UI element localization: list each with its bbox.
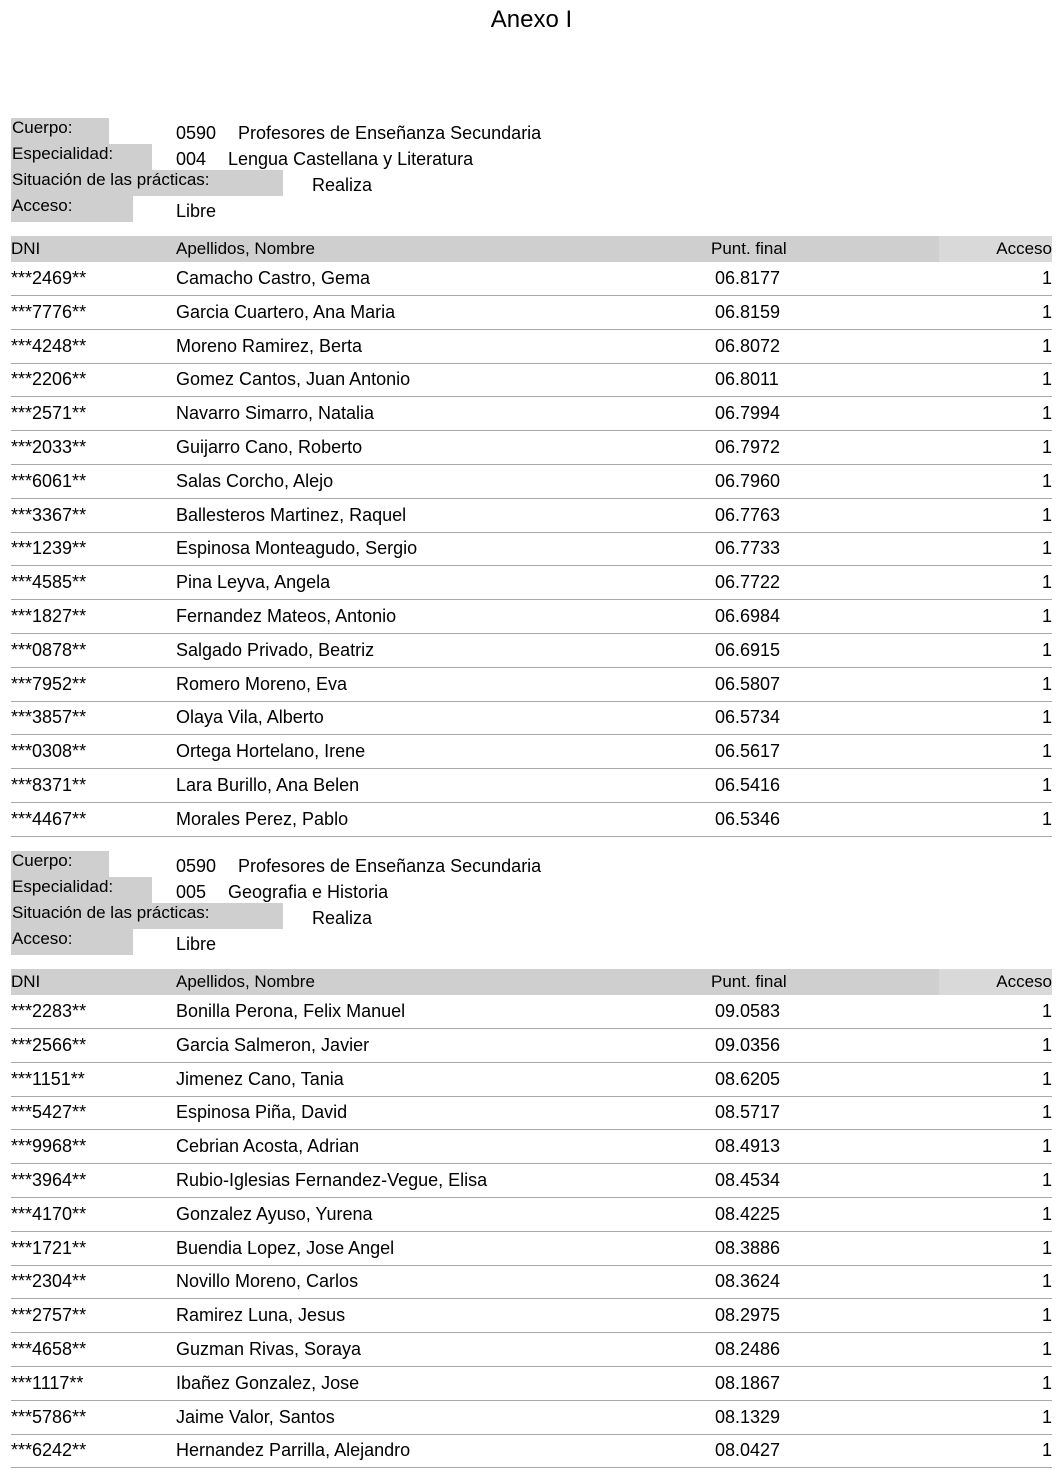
dni-cell: ***4658** bbox=[11, 1339, 87, 1359]
access-cell: 1 bbox=[1041, 1406, 1052, 1427]
cuerpo-row bbox=[0, 851, 1063, 877]
access-cell: 1 bbox=[1041, 1372, 1052, 1393]
score-cell: 06.8177 bbox=[715, 268, 781, 288]
dni-cell: ***4248** bbox=[11, 335, 87, 356]
dni-cell: ***3964** bbox=[11, 1170, 87, 1190]
score-cell: 06.7763 bbox=[715, 504, 781, 525]
access-cell: 1 bbox=[1041, 470, 1052, 491]
name-cell: Buendia Lopez, Jose Angel bbox=[176, 1237, 395, 1258]
dni-cell: ***5427** bbox=[11, 1102, 87, 1123]
access-cell: 1 bbox=[1041, 1305, 1052, 1326]
especialidad-label: Especialidad: bbox=[11, 877, 152, 903]
name-cell: Ortega Hortelano, Irene bbox=[176, 741, 366, 762]
score-cell: 08.3886 bbox=[715, 1237, 781, 1258]
name-cell: Moreno Ramirez, Berta bbox=[176, 335, 363, 356]
name-cell: Rubio-Iglesias Fernandez-Vegue, Elisa bbox=[176, 1170, 488, 1190]
score-cell: 06.7994 bbox=[715, 403, 781, 424]
dni-cell: ***9968** bbox=[11, 1136, 87, 1157]
situacion-row bbox=[0, 170, 1063, 196]
acceso-label: Acceso: bbox=[11, 929, 133, 955]
name-cell: Salgado Privado, Beatriz bbox=[176, 639, 375, 660]
table-row bbox=[11, 465, 1052, 499]
access-cell: 1 bbox=[1041, 673, 1052, 694]
access-cell: 1 bbox=[1041, 1170, 1052, 1190]
score-cell: 08.4913 bbox=[715, 1136, 781, 1157]
dni-cell: ***8371** bbox=[11, 775, 87, 795]
cuerpo-name: Profesores de Enseñanza Secundaria bbox=[238, 123, 542, 143]
score-cell: 08.1329 bbox=[715, 1406, 781, 1427]
table-row bbox=[11, 668, 1052, 702]
table-header bbox=[11, 969, 1052, 995]
table-row bbox=[11, 803, 1052, 837]
name-cell: Espinosa Monteagudo, Sergio bbox=[176, 538, 418, 559]
name-cell: Cebrian Acosta, Adrian bbox=[176, 1136, 360, 1157]
score-cell: 06.5346 bbox=[715, 808, 781, 829]
especialidad-name: Lengua Castellana y Literatura bbox=[228, 149, 474, 169]
access-cell: 1 bbox=[1041, 808, 1052, 829]
access-cell: 1 bbox=[1041, 639, 1052, 660]
access-cell: 1 bbox=[1041, 1203, 1052, 1224]
dni-cell: ***0878** bbox=[11, 639, 87, 660]
table-row bbox=[11, 1265, 1052, 1299]
table-row bbox=[11, 363, 1052, 397]
name-cell: Guzman Rivas, Soraya bbox=[176, 1339, 362, 1359]
dni-cell: ***1721** bbox=[11, 1237, 87, 1258]
table-row bbox=[11, 1164, 1052, 1198]
column-name: Apellidos, Nombre bbox=[176, 972, 315, 991]
situacion-label: Situación de las prácticas: bbox=[11, 170, 283, 196]
score-cell: 06.7733 bbox=[715, 538, 781, 559]
table-row bbox=[11, 1130, 1052, 1164]
score-cell: 06.5416 bbox=[715, 775, 781, 795]
access-cell: 1 bbox=[1041, 335, 1052, 356]
column-access: Acceso bbox=[996, 239, 1052, 258]
cuerpo-row bbox=[0, 118, 1063, 144]
table-row bbox=[11, 1063, 1052, 1097]
table-row bbox=[11, 735, 1052, 769]
score-cell: 06.5734 bbox=[715, 707, 781, 728]
score-cell: 08.3624 bbox=[715, 1271, 781, 1292]
situacion-value: Realiza bbox=[312, 908, 373, 928]
table-row bbox=[11, 1434, 1052, 1468]
name-cell: Gonzalez Ayuso, Yurena bbox=[176, 1203, 373, 1224]
table-row bbox=[11, 701, 1052, 735]
name-cell: Salas Corcho, Alejo bbox=[176, 470, 334, 491]
dni-cell: ***3857** bbox=[11, 707, 87, 728]
dni-cell: ***1117** bbox=[11, 1372, 84, 1393]
cuerpo-label: Cuerpo: bbox=[11, 851, 109, 877]
access-cell: 1 bbox=[1041, 707, 1052, 728]
page-title: Anexo I bbox=[490, 6, 573, 33]
access-cell: 1 bbox=[1041, 268, 1052, 288]
column-access: Acceso bbox=[996, 972, 1052, 991]
dni-cell: ***2566** bbox=[11, 1034, 87, 1055]
score-cell: 09.0356 bbox=[715, 1034, 781, 1055]
name-cell: Guijarro Cano, Roberto bbox=[176, 437, 363, 457]
table-row bbox=[11, 1367, 1052, 1401]
access-cell: 1 bbox=[1041, 606, 1052, 626]
dni-cell: ***4170** bbox=[11, 1203, 87, 1224]
dni-cell: ***4585** bbox=[11, 572, 87, 593]
situacion-label: Situación de las prácticas: bbox=[11, 903, 283, 929]
dni-cell: ***2206** bbox=[11, 369, 87, 390]
table-row bbox=[11, 296, 1052, 330]
table-row bbox=[11, 1096, 1052, 1130]
dni-cell: ***1239** bbox=[11, 538, 87, 559]
cuerpo-code: 0590 bbox=[176, 123, 217, 143]
especialidad-name: Geografia e Historia bbox=[228, 882, 389, 902]
column-score: Punt. final bbox=[711, 972, 787, 991]
name-cell: Olaya Vila, Alberto bbox=[176, 707, 324, 728]
dni-cell: ***2571** bbox=[11, 403, 87, 424]
access-cell: 1 bbox=[1041, 1271, 1052, 1292]
access-cell: 1 bbox=[1041, 504, 1052, 525]
name-cell: Pina Leyva, Angela bbox=[176, 572, 331, 593]
dni-cell: ***1827** bbox=[11, 606, 87, 626]
score-cell: 08.4534 bbox=[715, 1170, 781, 1190]
especialidad-row bbox=[0, 877, 1063, 903]
dni-cell: ***4467** bbox=[11, 808, 87, 829]
access-cell: 1 bbox=[1041, 1068, 1052, 1089]
access-cell: 1 bbox=[1041, 1034, 1052, 1055]
name-cell: Jimenez Cano, Tania bbox=[176, 1068, 344, 1089]
table-row bbox=[11, 262, 1052, 296]
score-cell: 06.5807 bbox=[715, 673, 781, 694]
situacion-row bbox=[0, 903, 1063, 929]
name-cell: Gomez Cantos, Juan Antonio bbox=[176, 369, 411, 390]
score-cell: 06.6984 bbox=[715, 606, 781, 626]
name-cell: Espinosa Piña, David bbox=[176, 1102, 348, 1123]
table-row bbox=[11, 634, 1052, 668]
dni-cell: ***5786** bbox=[11, 1406, 87, 1427]
score-cell: 06.7960 bbox=[715, 470, 781, 491]
score-cell: 08.4225 bbox=[715, 1203, 781, 1224]
dni-cell: ***6061** bbox=[11, 470, 87, 491]
column-dni: DNI bbox=[11, 972, 41, 991]
table-row bbox=[11, 397, 1052, 431]
dni-cell: ***2757** bbox=[11, 1305, 87, 1326]
table-row bbox=[11, 1299, 1052, 1333]
score-cell: 06.7972 bbox=[715, 437, 781, 457]
score-cell: 06.8159 bbox=[715, 301, 781, 322]
column-name: Apellidos, Nombre bbox=[176, 239, 315, 258]
table-row bbox=[11, 499, 1052, 533]
column-score: Punt. final bbox=[711, 239, 787, 258]
access-cell: 1 bbox=[1041, 1102, 1052, 1123]
table-header bbox=[11, 236, 1052, 262]
score-cell: 06.5617 bbox=[715, 741, 781, 762]
name-cell: Ibañez Gonzalez, Jose bbox=[176, 1372, 360, 1393]
table-row bbox=[11, 1029, 1052, 1063]
score-cell: 08.5717 bbox=[715, 1102, 781, 1123]
score-cell: 08.2975 bbox=[715, 1305, 781, 1326]
acceso-label: Acceso: bbox=[11, 196, 133, 222]
dni-cell: ***2304** bbox=[11, 1271, 87, 1292]
column-dni: DNI bbox=[11, 239, 41, 258]
dni-cell: ***6242** bbox=[11, 1440, 87, 1461]
name-cell: Ballesteros Martinez, Raquel bbox=[176, 504, 407, 525]
situacion-value: Realiza bbox=[312, 175, 373, 195]
name-cell: Romero Moreno, Eva bbox=[176, 673, 348, 694]
access-cell: 1 bbox=[1041, 572, 1052, 593]
access-cell: 1 bbox=[1041, 1237, 1052, 1258]
name-cell: Morales Perez, Pablo bbox=[176, 808, 349, 829]
especialidad-code: 004 bbox=[176, 149, 207, 169]
score-cell: 08.1867 bbox=[715, 1372, 781, 1393]
access-cell: 1 bbox=[1041, 1339, 1052, 1359]
name-cell: Lara Burillo, Ana Belen bbox=[176, 775, 360, 795]
table-row bbox=[11, 532, 1052, 566]
table-row bbox=[11, 566, 1052, 600]
name-cell: Garcia Salmeron, Javier bbox=[176, 1034, 370, 1055]
table-row bbox=[11, 431, 1052, 465]
score-cell: 08.6205 bbox=[715, 1068, 781, 1089]
access-cell: 1 bbox=[1041, 775, 1052, 795]
especialidad-code: 005 bbox=[176, 882, 207, 902]
name-cell: Camacho Castro, Gema bbox=[176, 268, 371, 288]
table-row bbox=[11, 330, 1052, 364]
name-cell: Hernandez Parrilla, Alejandro bbox=[176, 1440, 411, 1461]
dni-cell: ***1151** bbox=[11, 1068, 85, 1089]
name-cell: Bonilla Perona, Felix Manuel bbox=[176, 1001, 406, 1021]
access-cell: 1 bbox=[1041, 403, 1052, 424]
acceso-value: Libre bbox=[176, 201, 217, 221]
table-row bbox=[11, 995, 1052, 1029]
access-cell: 1 bbox=[1041, 437, 1052, 457]
table-row bbox=[11, 1333, 1052, 1367]
dni-cell: ***2033** bbox=[11, 437, 87, 457]
table-row bbox=[11, 1401, 1052, 1435]
dni-cell: ***3367** bbox=[11, 504, 87, 525]
score-cell: 08.0427 bbox=[715, 1440, 781, 1461]
access-cell: 1 bbox=[1041, 1440, 1052, 1461]
access-cell: 1 bbox=[1041, 1136, 1052, 1157]
acceso-row bbox=[0, 929, 1063, 955]
access-cell: 1 bbox=[1041, 1001, 1052, 1021]
access-cell: 1 bbox=[1041, 741, 1052, 762]
table-row bbox=[11, 600, 1052, 634]
access-cell: 1 bbox=[1041, 301, 1052, 322]
score-cell: 08.2486 bbox=[715, 1339, 781, 1359]
acceso-row bbox=[0, 196, 1063, 222]
name-cell: Novillo Moreno, Carlos bbox=[176, 1271, 359, 1292]
cuerpo-code: 0590 bbox=[176, 856, 217, 876]
score-cell: 06.7722 bbox=[715, 572, 781, 593]
cuerpo-name: Profesores de Enseñanza Secundaria bbox=[238, 856, 542, 876]
dni-cell: ***7952** bbox=[11, 673, 87, 694]
table-row bbox=[11, 1198, 1052, 1232]
table-row bbox=[11, 1232, 1052, 1266]
score-cell: 09.0583 bbox=[715, 1001, 781, 1021]
dni-cell: ***2469** bbox=[11, 268, 87, 288]
name-cell: Garcia Cuartero, Ana Maria bbox=[176, 301, 396, 322]
especialidad-row bbox=[0, 144, 1063, 170]
especialidad-label: Especialidad: bbox=[11, 144, 152, 170]
acceso-value: Libre bbox=[176, 934, 217, 954]
access-cell: 1 bbox=[1041, 538, 1052, 559]
dni-cell: ***7776** bbox=[11, 301, 87, 322]
cuerpo-label: Cuerpo: bbox=[11, 118, 109, 144]
table-row bbox=[11, 769, 1052, 803]
name-cell: Jaime Valor, Santos bbox=[176, 1406, 335, 1427]
score-cell: 06.8011 bbox=[715, 369, 779, 390]
access-cell: 1 bbox=[1041, 369, 1052, 390]
score-cell: 06.8072 bbox=[715, 335, 781, 356]
dni-cell: ***2283** bbox=[11, 1001, 87, 1021]
name-cell: Fernandez Mateos, Antonio bbox=[176, 606, 397, 626]
dni-cell: ***0308** bbox=[11, 741, 87, 762]
name-cell: Ramirez Luna, Jesus bbox=[176, 1305, 346, 1326]
score-cell: 06.6915 bbox=[715, 639, 781, 660]
name-cell: Navarro Simarro, Natalia bbox=[176, 403, 375, 424]
